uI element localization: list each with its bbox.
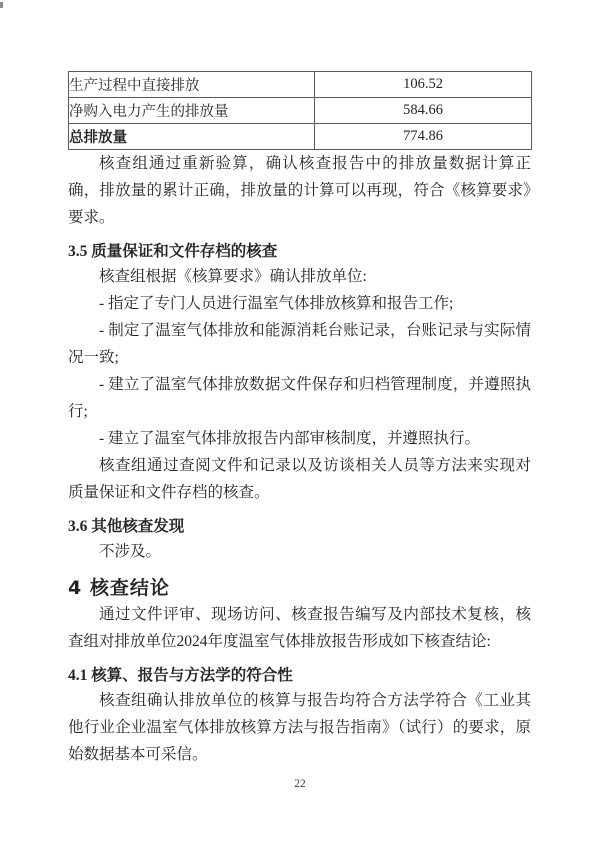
table-cell-label: 净购入电力产生的排放量 bbox=[69, 98, 315, 124]
list-item-designated-personnel: - 指定了专门人员进行温室气体排放核算和报告工作; bbox=[99, 295, 454, 312]
table-cell-label-total: 总排放量 bbox=[69, 124, 315, 150]
list-item-internal-review: - 建立了温室气体排放报告内部审核制度，并遵照执行。 bbox=[99, 430, 481, 447]
heading-3-5: 3.5 质量保证和文件存档的核查 bbox=[68, 243, 278, 260]
table-row bbox=[69, 72, 532, 98]
paragraph-not-involved: 不涉及。 bbox=[99, 543, 162, 560]
list-item-archive-system: - 建立了温室气体排放数据文件保存和归档管理制度，并遵照执行; bbox=[68, 376, 531, 420]
list-item-ledger-records: - 制定了温室气体排放和能源消耗台账记录，台账记录与实际情况一致; bbox=[68, 322, 531, 366]
paragraph-qa-method: 核查组通过查阅文件和记录以及访谈相关人员等方法来实现对质量保证和文件存档的核查。 bbox=[68, 457, 531, 501]
paragraph-qa-intro: 核查组根据《核算要求》确认排放单位: bbox=[99, 268, 367, 285]
table-row-total bbox=[69, 124, 532, 150]
emission-summary-table bbox=[68, 71, 532, 150]
table-cell-value: 106.52 bbox=[315, 72, 532, 98]
scan-artifact bbox=[0, 2, 3, 8]
paragraph-conclusion-intro: 通过文件评审、现场访问、核查报告编写及内部技术复核，核查组对排放单位2024年度温室气体排放报告形成如下核查结论: bbox=[68, 606, 531, 650]
heading-3-6: 3.6 其他核查发现 bbox=[68, 518, 185, 535]
heading-4-1: 4.1 核算、报告与方法学的符合性 bbox=[68, 667, 293, 684]
table-row bbox=[69, 98, 532, 124]
table-cell-value-total: 774.86 bbox=[315, 124, 532, 150]
paragraph-4-1-compliance: 核查组确认排放单位的核算与报告均符合方法学符合《工业其他行业企业温室气体排放核算方法与报告指南》（试行）的要求，原始数据基本可采信。 bbox=[68, 692, 531, 763]
page-number: 22 bbox=[294, 778, 306, 790]
table-cell-label: 生产过程中直接排放 bbox=[69, 72, 315, 98]
page-content bbox=[68, 71, 531, 768]
table-cell-value: 584.66 bbox=[315, 98, 532, 124]
heading-4: 4 核查结论 bbox=[68, 577, 170, 599]
paragraph-recalculation: 核查组通过重新验算，确认核查报告中的排放量数据计算正确，排放量的累计正确，排放量的计算可以再现，符合《核算要求》要求。 bbox=[68, 155, 531, 226]
